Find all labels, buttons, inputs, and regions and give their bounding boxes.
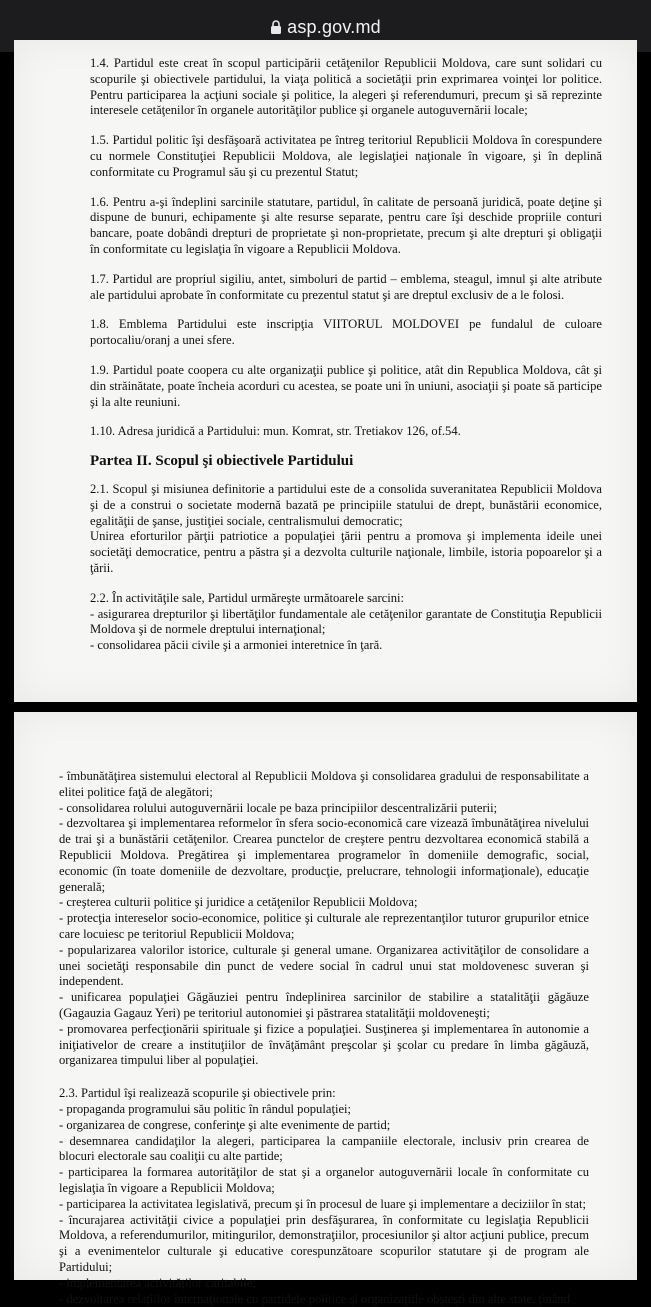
- means-item: - desemnarea candidaţilor la alegeri, participarea la campaniile electorale, inclusiv prin crearea de blocuri electorale sau coaliţii cu alte partide;: [59, 1134, 589, 1166]
- article-1-10: 1.10. Adresa juridică a Partidului: mun. Komrat, str. Tretiakov 126, of.54.: [90, 424, 602, 440]
- means-item: - implementarea activităţilor caritabile;: [59, 1276, 589, 1292]
- article-2-3: 2.3. Partidul îşi realizează scopurile şi obiectivele prin:: [59, 1086, 589, 1102]
- url-text: asp.gov.md: [287, 17, 381, 38]
- article-1-6: 1.6. Pentru a-şi îndeplini sarcinile statutare, partidul, în calitate de persoană juridică, poate deţine şi dispune de bunuri, echipamente şi alte resurse separate, pentru care îşi deschide propriile conturi bancare, poate dobândi drepturi de proprietate şi non-proprietate, precum şi alte drepturi şi obligaţii în conformitate cu legislaţia în vigoare a Republicii Moldova.: [90, 195, 602, 258]
- task-item: - popularizarea valorilor istorice, culturale şi general umane. Organizarea activităţilor de consolidare a unei societăţi responsabile din punct de vedere social în cadrul unui stat moldovenesc suveran şi independent.: [59, 943, 589, 990]
- article-1-7: 1.7. Partidul are propriul sigiliu, antet, simboluri de partid – emblema, steagul, imnul şi alte atribute ale partidului aprobate în conformitate cu prezentul statut şi are dreptul exclusiv de a le folosi.: [90, 272, 602, 304]
- task-item: - îmbunătăţirea sistemului electoral al Republicii Moldova şi consolidarea gradului de responsabilitate a elitei politice faţă de alegători;: [59, 769, 589, 801]
- article-2-2: [90, 591, 602, 654]
- task-item: - unificarea populaţiei Găgăuziei pentru îndeplinirea sarcinilor de stabilire a statalităţii găgăuze (Gagauzia Gagauz Yeri) pe teritoriul autonomiei şi păstrarea statalităţii moldoveneşti;: [59, 990, 589, 1022]
- article-2-2-item: - consolidarea păcii civile şi a armoniei interetnice în ţară.: [90, 638, 602, 654]
- article-1-5: 1.5. Partidul politic îşi desfăşoară activitatea pe întreg teritoriul Republicii Moldova în corespundere cu normele Constituţiei Republicii Moldova, ale legislaţiei naţionale în vigoare, şi în deplină conformitate cu Programul său şi cu prezentul Statut;: [90, 133, 602, 180]
- article-1-9: 1.9. Partidul poate coopera cu alte organizaţii publice şi politice, atât din Republica Moldova, cât şi din străinătate, poate încheia acorduri cu acestea, se poate uni în uniuni, asociaţii şi poate să participe şi la alte reuniuni.: [90, 363, 602, 410]
- task-item: - dezvoltarea şi implementarea reformelor în sfera socio-economică care vizează îmbunătăţirea nivelului de trai şi a bunăstării cetăţenilor. Crearea punctelor de creştere pentru dezvoltarea economică stabilă a Republicii Moldova. Pregătirea şi implementarea programelor în domeniile demografic, social, economic (în toate domeniile de dezvoltare, producţie, prelucrare, tehnologii informaţionale), educaţie generală;: [59, 816, 589, 895]
- means-item: - dezvoltarea relaţiilor internaţionale cu partidele politice şi organizaţiile obşteşti din alte state, ţinând: [59, 1292, 589, 1307]
- means-item: - participarea la formarea autorităţilor de stat şi a organelor autoguvernării locale în conformitate cu legislaţia în vigoare a Republicii Moldova;: [59, 1165, 589, 1197]
- section-heading: Partea II. Scopul şi obiectivele Partidului: [90, 454, 602, 470]
- article-1-8: 1.8. Emblema Partidului este inscripţia VIITORUL MOLDOVEI pe fundalul de culoare portocaliu/oranj a unei sfere.: [90, 317, 602, 349]
- article-1-4: 1.4. Partidul este creat în scopul participării cetăţenilor Republicii Moldova, care sunt solidari cu scopurile şi obiectivele partidului, la viaţa politică a societăţii prin exprimarea voinţei lor politice. Pentru participarea la acţiuni sociale şi politice, la alegeri şi referendumuri, precum şi să reprezinte interesele cetăţenilor în organele autorităţilor publice şi organele autoguvernării locale;: [90, 56, 602, 119]
- lock-icon: [270, 20, 282, 34]
- document-page-1: [14, 40, 637, 702]
- document-page-2: [14, 712, 637, 1280]
- article-2-1-text: 2.1. Scopul şi misiunea definitorie a partidului este de a consolida suveranitatea Republicii Moldova şi de a construi o societate modernă bazată pe principiile statului de drept, bunăstării economice, egalităţii de şanse, justiţiei sociale, centralismului democratic;: [90, 482, 602, 529]
- article-2-2-item: - asigurarea drepturilor şi libertăţilor fundamentale ale cetăţenilor garantate de Constituţia Republicii Moldova şi de normele dreptului internaţional;: [90, 607, 602, 639]
- task-item: - creşterea culturii politice şi juridice a cetăţenilor Republicii Moldova;: [59, 895, 589, 911]
- article-2-1-continuation: Unirea eforturilor părţii patriotice a populaţiei ţării pentru a promova şi implementa ideile unei societăţi democratice, pentru a păstra şi a dezvolta culturile naţionale, limbile, istoria popoarelor şi a ţării.: [90, 529, 602, 576]
- means-item: - organizarea de congrese, conferinţe şi alte evenimente de partid;: [59, 1118, 589, 1134]
- task-item: - consolidarea rolului autoguvernării locale pe baza principiilor descentralizării puterii;: [59, 801, 589, 817]
- task-item: - protecţia intereselor socio-economice, politice şi culturale ale reprezentanţilor tuturor grupurilor etnice care locuiesc pe teritoriul Republicii Moldova;: [59, 911, 589, 943]
- paragraph-gap: [59, 1069, 589, 1086]
- page-2-text: [59, 769, 589, 1307]
- article-2-2-intro: 2.2. În activităţile sale, Partidul urmăreşte următoarele sarcini:: [90, 591, 602, 607]
- means-item: - participarea la activitatea legislativă, precum şi în procesul de luare şi implementare a deciziilor în stat;: [59, 1197, 589, 1213]
- means-item: - propaganda programului său politic în rândul populaţiei;: [59, 1102, 589, 1118]
- article-2-1: [90, 482, 602, 577]
- page-1-text: [90, 56, 602, 668]
- means-item: - încurajarea activităţii civice a populaţiei prin desfăşurarea, în conformitate cu legislaţia Republicii Moldova, a referendumurilor, mitingurilor, demonstraţiilor, procesiunilor şi altor acţiuni publice, precum şi a evenimentelor culturale şi educative corespunzătoare scopurilor statutare şi de program ale Partidului;: [59, 1213, 589, 1276]
- task-item: - promovarea perfecţionării spirituale şi fizice a populaţiei. Susţinerea şi implementarea în autonomie a iniţiativelor de creare a instituţiilor de învăţământ preşcolar şi şcolar cu predare în limba găgăuză, organizarea timpului liber al populaţiei.: [59, 1022, 589, 1069]
